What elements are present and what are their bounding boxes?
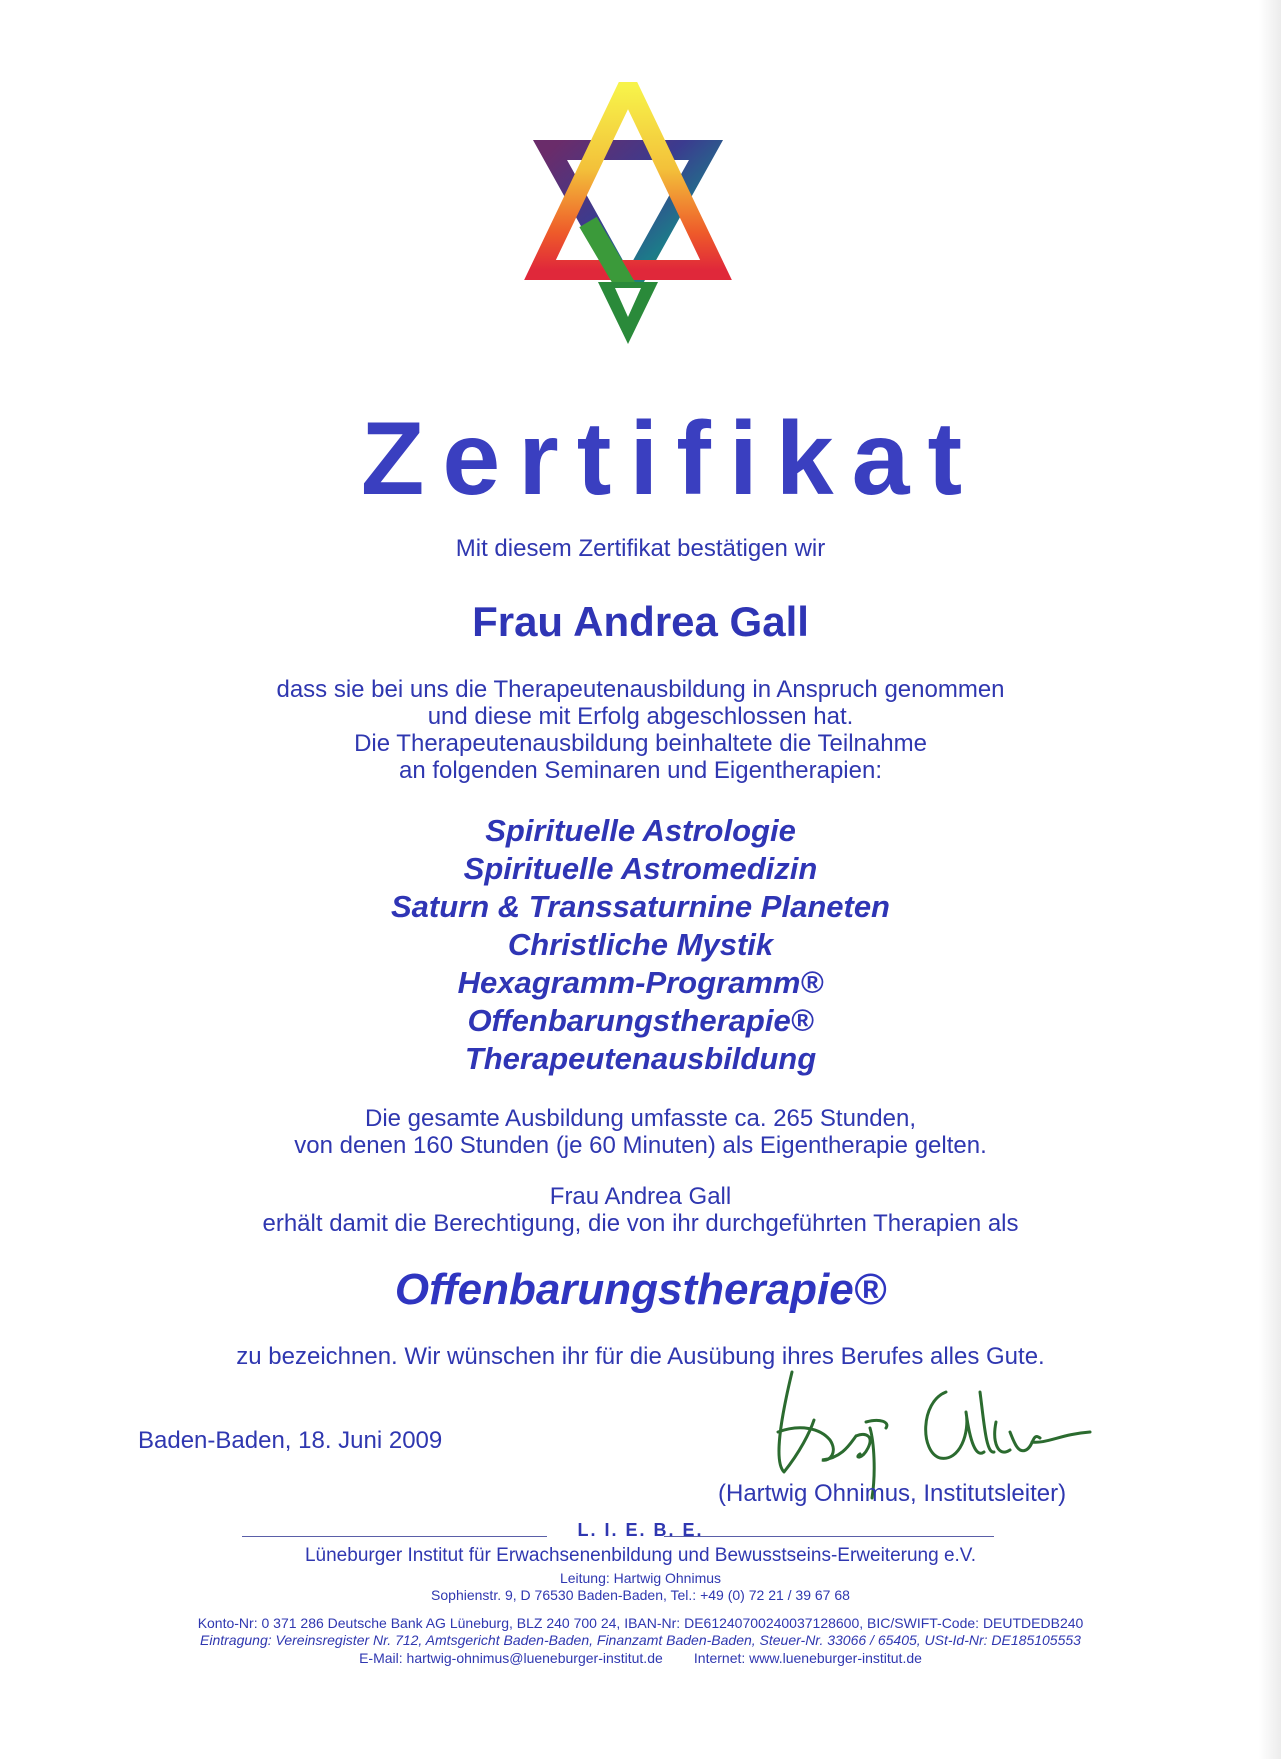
closing-text: zu bezeichnen. Wir wünschen ihr für die Ausübung ihres Berufes alles Gute. — [236, 1343, 1045, 1370]
therapy-name: Offenbarungstherapie® — [394, 1265, 887, 1314]
text-line: Die gesamte Ausbildung umfasste ca. 265 Stunden, — [364, 1105, 916, 1132]
text-line: und diese mit Erfolg abgeschlossen hat. — [427, 703, 854, 730]
seminar-list — [0, 812, 1281, 1078]
paragraph-authorization — [0, 1183, 1281, 1237]
footer-org-full: Lüneburger Institut für Erwachsenenbildung und Bewusstseins-Erweiterung e.V. — [304, 1545, 977, 1566]
text-line: an folgenden Seminaren und Eigentherapien: — [398, 757, 883, 784]
footer-contact: E-Mail: hartwig-ohnimus@lueneburger-institut.de Internet: www.lueneburger-institut.de — [359, 1650, 922, 1666]
footer-org-short: L. I. E. B. E. — [577, 1520, 704, 1540]
text-line: dass sie bei uns die Therapeutenausbildung in Anspruch genommen — [276, 676, 1005, 703]
text-line: Die Therapeutenausbildung beinhaltete die Teilnahme — [354, 730, 927, 757]
hexagram-logo-icon — [478, 82, 778, 392]
seminar-item: Therapeutenausbildung — [464, 1041, 817, 1076]
paragraph-training — [0, 676, 1281, 784]
seminar-item: Offenbarungstherapie® — [467, 1003, 814, 1038]
seminar-item: Christliche Mystik — [507, 927, 774, 962]
seminar-item: Spirituelle Astromedizin — [463, 851, 818, 886]
signer-name: (Hartwig Ohnimus, Institutsleiter) — [718, 1480, 1067, 1507]
footer-registry: Eintragung: Vereinsregister Nr. 712, Amtsgericht Baden-Baden, Finanzamt Baden-Baden, Steuer-Nr. 33066 / 65405, USt-Id-Nr: DE185105553 — [200, 1632, 1081, 1648]
recipient-name: Frau Andrea Gall — [472, 598, 809, 645]
text-line: erhält damit die Berechtigung, die von ihr durchgeführten Therapien als — [262, 1210, 1019, 1237]
place-date: Baden-Baden, 18. Juni 2009 — [138, 1427, 443, 1454]
scan-edge-shadow — [1259, 0, 1281, 1759]
intro-text: Mit diesem Zertifikat bestätigen wir — [455, 535, 826, 562]
seminar-item: Saturn & Transsaturnine Planeten — [391, 889, 890, 924]
paragraph-hours — [0, 1105, 1281, 1159]
footer-bank: Konto-Nr: 0 371 286 Deutsche Bank AG Lüneburg, BLZ 240 700 24, IBAN-Nr: DE61240700240037128600, BIC/SWIFT-Code: DEUTDEDB240 — [197, 1615, 1084, 1631]
seminar-item: Spirituelle Astrologie — [485, 813, 796, 848]
footer-leitung: Leitung: Hartwig Ohnimus — [559, 1570, 722, 1586]
seminar-item: Hexagramm-Programm® — [457, 965, 824, 1000]
page-title: Zertifikat — [360, 401, 981, 517]
text-line: Frau Andrea Gall — [549, 1183, 732, 1210]
footer-address: Sophienstr. 9, D 76530 Baden-Baden, Tel.: +49 (0) 72 21 / 39 67 68 — [431, 1587, 850, 1603]
text-line: von denen 160 Stunden (je 60 Minuten) als Eigentherapie gelten. — [294, 1132, 987, 1159]
